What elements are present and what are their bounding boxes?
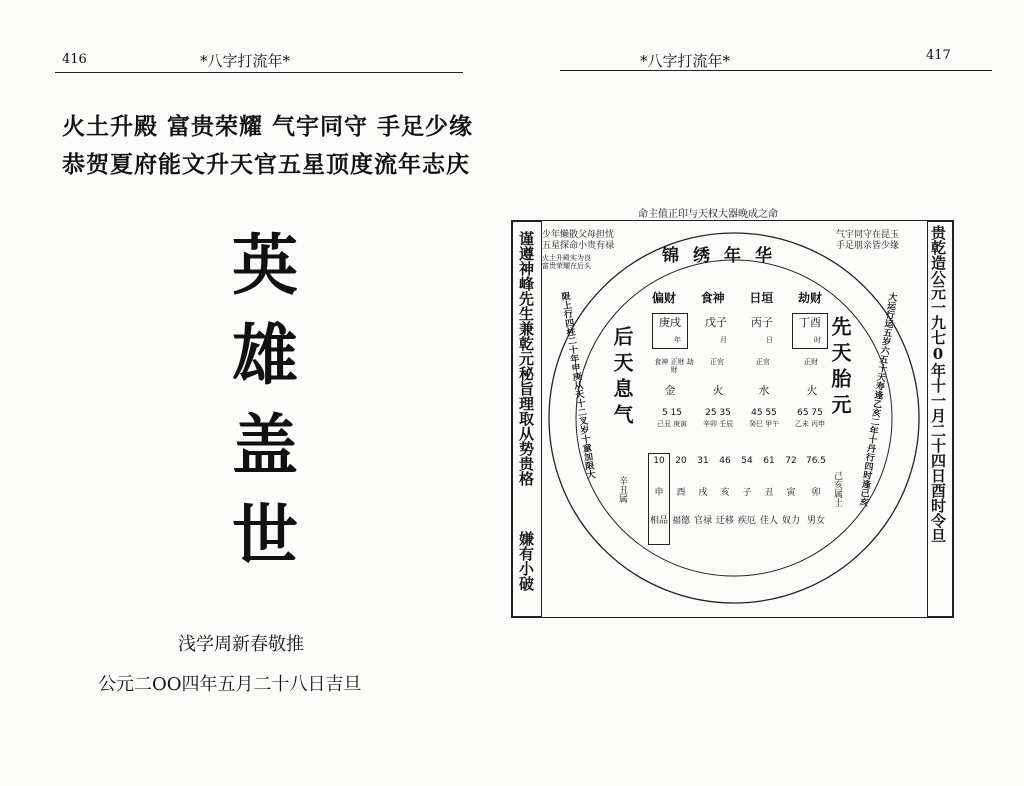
left-column-text: 谨遵神峰先生兼乾元秘旨理取从势贵格 [517, 231, 535, 486]
palace: 福德 [672, 516, 691, 526]
arc-right-text: 大运行运五岁六五十天寿逢乙亥二年十丹行四时逢己亥 [857, 291, 897, 507]
big-char-4: 世 [232, 496, 298, 574]
big-char-2: 雄 [232, 316, 298, 394]
luck-num: 72 [785, 456, 797, 466]
luck-pillars: 乙未 丙申 [794, 420, 826, 428]
branch: 亥 [720, 488, 730, 498]
palace: 奴力 [782, 516, 801, 526]
header-rule-right [560, 70, 992, 71]
mark-year: 年 [674, 336, 681, 344]
god-label: 日垣 [749, 291, 774, 305]
luck-ages: 5 15 [661, 408, 683, 418]
mark-day: 日 [766, 336, 773, 344]
ten-god: 正官 [710, 358, 724, 366]
branch: 申 [654, 488, 664, 498]
chart-title: 命主值正印与天权大器晚成之命 [638, 209, 778, 220]
luck-ages: 65 75 [797, 408, 823, 418]
luck-pillars: 辛卯 壬辰 [702, 420, 734, 428]
left-column-bottom: 嫌有小破 [517, 531, 535, 591]
stem-year: 庚戌 [659, 316, 681, 329]
ten-god: 正财 [804, 358, 818, 366]
note-top-left-1: 少年懒散父母担忧 [542, 230, 615, 240]
note-top-right-2: 手足朋亲皆少缘 [836, 241, 900, 251]
stem-hour: 丁酉 [799, 316, 821, 329]
big-char-3: 盖 [232, 406, 298, 484]
luck-ages: 45 55 [751, 408, 777, 418]
branch: 丑 [764, 488, 774, 498]
ten-god: 食神 正财 劫财 [654, 358, 694, 374]
luck-num: 10 [653, 456, 665, 466]
mark-month: 月 [720, 336, 727, 344]
palace: 疾厄 [738, 516, 757, 526]
left-small-label: 辛丑属 [617, 476, 627, 503]
branch: 酉 [676, 488, 686, 498]
note-top-left-3: 火土升殿实为良 [542, 254, 591, 262]
ten-god: 正官 [756, 358, 770, 366]
luck-ages: 25 35 [705, 408, 731, 418]
element: 金 [664, 384, 676, 397]
luck-row-1 [652, 409, 830, 441]
pillars-row [652, 313, 830, 349]
stem-day: 丙子 [751, 316, 773, 329]
luck-num: 31 [697, 456, 709, 466]
element: 水 [758, 384, 770, 397]
inner-right-label: 先天胎元 [828, 316, 852, 420]
luck-num: 54 [741, 456, 753, 466]
palace: 迁移 [716, 516, 735, 526]
branch: 戌 [698, 488, 708, 498]
palace-row [650, 517, 834, 539]
luck-num: 76.5 [805, 456, 827, 466]
branch-row [650, 489, 834, 503]
page-header-left: *八字打流年* [200, 52, 291, 70]
destiny-chart [511, 220, 954, 618]
palace: 相品 [650, 516, 669, 526]
palace: 男女 [806, 516, 825, 526]
luck-pillars: 己丑 庚寅 [656, 420, 688, 428]
palace: 官禄 [694, 516, 713, 526]
dedication: 浅学周新春敬推 [178, 634, 304, 655]
god-label: 偏财 [652, 291, 677, 305]
luck-num: 61 [763, 456, 775, 466]
stem-month: 戊子 [705, 316, 727, 329]
gods-header-row [652, 289, 822, 306]
luck-pillars: 癸巳 甲午 [748, 420, 780, 428]
inner-left-label: 后天息气 [610, 326, 634, 430]
luck-row-2 [650, 457, 834, 471]
element: 火 [712, 384, 724, 397]
note-top-left-4: 富贵荣耀在后头 [542, 262, 591, 270]
motto-line-1: 火土升殿 富贵荣耀 气宇同守 手足少缘 [62, 114, 474, 140]
right-column-text: 贵乾造公元一九七0年十一月二十四日酉时令旦 [929, 225, 947, 543]
date-line: 公元二OO四年五月二十八日吉旦 [98, 674, 362, 695]
elements-row [652, 385, 830, 401]
page-number-right: 417 [926, 48, 951, 63]
page-header-right: *八字打流年* [640, 52, 731, 70]
mark-hour: 时 [814, 336, 821, 344]
motto-line-2: 恭贺夏府能文升天官五星顶度流年志庆 [62, 152, 470, 178]
branch: 寅 [786, 488, 796, 498]
page-number-left: 416 [62, 52, 87, 67]
luck-num: 20 [675, 456, 687, 466]
header-rule-left [55, 72, 463, 73]
note-top-left-2: 五星探命小贵有禄 [542, 241, 615, 251]
right-small-label: 己亥属土 [832, 471, 842, 507]
arc-top-text: 锦绣年华 [662, 246, 786, 266]
god-label: 食神 [700, 291, 725, 305]
palace: 佳人 [760, 516, 779, 526]
god-label: 劫财 [797, 291, 822, 305]
branch: 子 [742, 488, 752, 498]
note-top-right-1: 气宇同守在昆玉 [836, 230, 900, 240]
luck-num: 46 [719, 456, 731, 466]
arc-left-text: 限上行四柱二十年申庚从天十二叉岁十童加限大 [558, 291, 596, 480]
element: 火 [806, 384, 818, 397]
big-char-1: 英 [232, 226, 298, 304]
branch: 卯 [811, 488, 821, 498]
ten-gods-row [652, 359, 830, 377]
